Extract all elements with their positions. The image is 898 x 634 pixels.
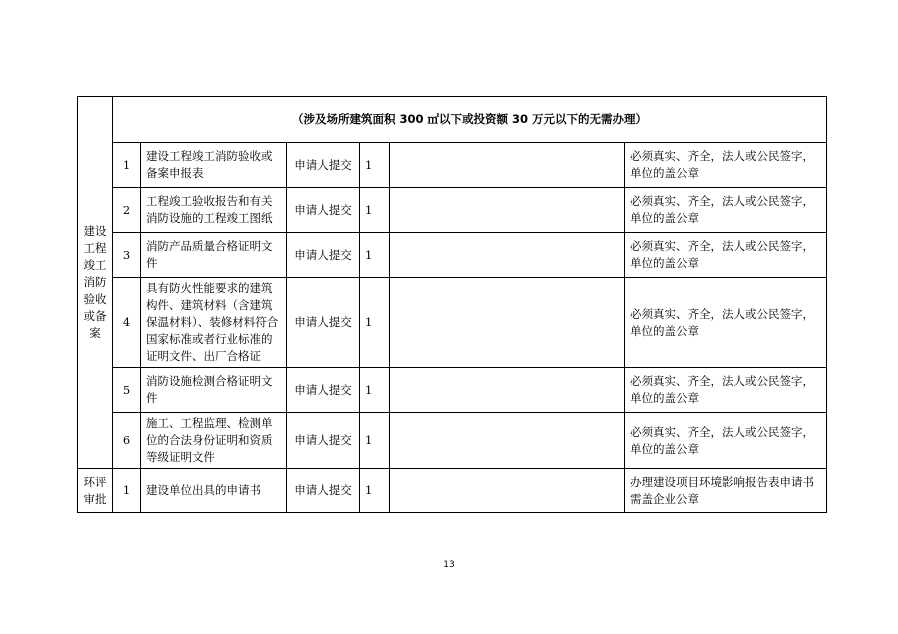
table-row [78,413,827,469]
category-cell-fire: 建设工程竣工消防验收或备案 [78,97,113,469]
table-row [78,143,827,188]
material-quantity: 1 [360,469,390,513]
material-name: 工程竣工验收报告和有关消防设施的工程竣工图纸 [141,188,287,233]
row-number: 2 [113,188,141,233]
material-name: 消防设施检测合格证明文件 [141,368,287,413]
material-note: 必须真实、齐全，法人或公民签字，单位的盖公章 [625,368,827,413]
material-quantity: 1 [360,368,390,413]
material-note: 必须真实、齐全，法人或公民签字，单位的盖公章 [625,233,827,278]
material-source: 申请人提交 [287,368,360,413]
table-row [78,278,827,368]
table-row [78,368,827,413]
material-note: 办理建设项目环境影响报告表申请书需盖企业公章 [625,469,827,513]
material-note: 必须真实、齐全，法人或公民签字，单位的盖公章 [625,143,827,188]
requirements-table [77,96,827,513]
material-note: 必须真实、齐全，法人或公民签字，单位的盖公章 [625,188,827,233]
category-cell-eia: 环评审批 [78,469,113,513]
material-note: 必须真实、齐全，法人或公民签字，单位的盖公章 [625,413,827,469]
material-source: 申请人提交 [287,413,360,469]
material-spec [390,368,625,413]
banner-text: （涉及场所建筑面积 300 ㎡以下或投资额 30 万元以下的无需办理） [113,97,827,143]
material-source: 申请人提交 [287,469,360,513]
material-spec [390,469,625,513]
material-name: 建设工程竣工消防验收或备案申报表 [141,143,287,188]
material-note: 必须真实、齐全，法人或公民签字，单位的盖公章 [625,278,827,368]
material-spec [390,233,625,278]
material-source: 申请人提交 [287,143,360,188]
material-spec [390,188,625,233]
table-row [78,233,827,278]
material-spec [390,278,625,368]
page-number: 13 [443,560,455,570]
material-name: 施工、工程监理、检测单位的合法身份证明和资质等级证明文件 [141,413,287,469]
material-quantity: 1 [360,143,390,188]
material-source: 申请人提交 [287,188,360,233]
row-number: 1 [113,469,141,513]
row-number: 3 [113,233,141,278]
material-name: 具有防火性能要求的建筑构件、建筑材料（含建筑保温材料）、装修材料符合国家标准或者行业标准的证明文件、出厂合格证 [141,278,287,368]
material-quantity: 1 [360,413,390,469]
banner-row [78,97,827,143]
row-number: 6 [113,413,141,469]
material-spec [390,143,625,188]
material-quantity: 1 [360,233,390,278]
table-row [78,469,827,513]
material-source: 申请人提交 [287,278,360,368]
material-source: 申请人提交 [287,233,360,278]
row-number: 4 [113,278,141,368]
material-quantity: 1 [360,278,390,368]
material-spec [390,413,625,469]
material-quantity: 1 [360,188,390,233]
table-row [78,188,827,233]
material-name: 消防产品质量合格证明文件 [141,233,287,278]
row-number: 1 [113,143,141,188]
material-name: 建设单位出具的申请书 [141,469,287,513]
row-number: 5 [113,368,141,413]
